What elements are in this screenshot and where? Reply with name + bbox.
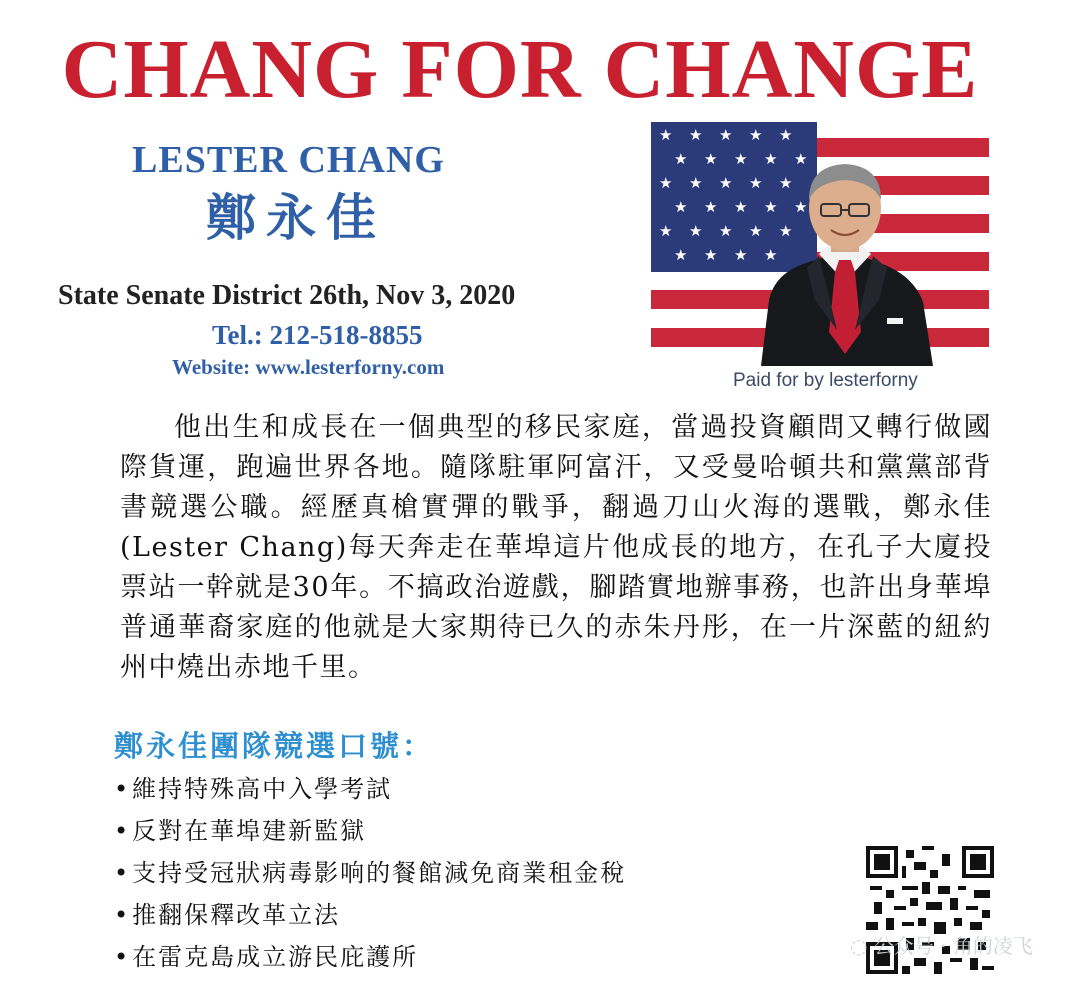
svg-text:★: ★	[779, 174, 793, 192]
list-item	[114, 936, 626, 978]
svg-text:★: ★	[749, 222, 763, 240]
campaign-headline: CHANG FOR CHANGE	[61, 23, 979, 116]
candidate-photo	[651, 122, 989, 366]
svg-text:★: ★	[794, 150, 808, 168]
bullet-icon: •	[114, 901, 131, 929]
phone-number: Tel.: 212-518-8855	[212, 320, 423, 350]
svg-text:★: ★	[779, 126, 793, 144]
svg-text:★: ★	[734, 246, 748, 264]
svg-text:★: ★	[719, 174, 733, 192]
svg-text:★: ★	[719, 222, 733, 240]
svg-text:★: ★	[704, 198, 718, 216]
bullet-icon: •	[114, 817, 131, 845]
slogan-text: 維持特殊高中入學考試	[132, 775, 393, 803]
candidate-name-chinese: 鄭永佳	[206, 188, 386, 247]
bullet-icon: •	[114, 859, 131, 887]
slogans-title: 鄭永佳團隊競選口號：	[114, 729, 435, 763]
flag-portrait-illustration	[651, 122, 989, 366]
svg-text:★: ★	[734, 198, 748, 216]
svg-text:★: ★	[659, 174, 673, 192]
svg-text:★: ★	[674, 246, 688, 264]
candidate-name-english: LESTER CHANG	[132, 139, 445, 181]
wechat-icon: ◌	[850, 934, 868, 958]
svg-text:★: ★	[719, 126, 733, 144]
slogan-text: 支持受冠狀病毒影响的餐館減免商業租金稅	[132, 859, 627, 887]
slogan-text: 在雷克島成立游民庇護所	[132, 943, 419, 971]
bullet-icon: •	[114, 775, 131, 803]
svg-text:★: ★	[734, 150, 748, 168]
list-item	[114, 768, 626, 810]
svg-text:★: ★	[794, 198, 808, 216]
svg-text:★: ★	[749, 174, 763, 192]
svg-text:★: ★	[764, 198, 778, 216]
list-item	[114, 810, 626, 852]
watermark	[850, 930, 1033, 959]
svg-text:★: ★	[749, 126, 763, 144]
svg-text:★: ★	[674, 150, 688, 168]
website-link[interactable]: Website: www.lesterforny.com	[172, 355, 445, 379]
svg-text:★: ★	[689, 174, 703, 192]
svg-text:★: ★	[659, 126, 673, 144]
bullet-icon: •	[114, 943, 131, 971]
svg-text:★: ★	[704, 246, 718, 264]
candidate-biography: 他出生和成長在一個典型的移民家庭，當過投資顧問又轉行做國際貨運，跑遍世界各地。隨隊駐軍阿富汗，又受曼哈頓共和黨黨部背書競選公職。經歷真槍實彈的戰爭，翻過刀山火海的選戰，鄭永佳 (Lester Chang)每天奔走在華埠這片他成長的地方，在孔子大廈投票站一幹就是30年。不搞政治遊戲，腳踏實地辦事務，也許出身華埠普通華裔家庭的他就是大家期待已久的赤朱丹彤，在一片深藍的紐約州中燒出赤地千里。	[120, 412, 992, 683]
svg-text:★: ★	[674, 198, 688, 216]
svg-text:★: ★	[689, 126, 703, 144]
election-district: State Senate District 26th, Nov 3, 2020	[58, 280, 516, 311]
paid-for-caption: Paid for by lesterforny	[733, 370, 918, 391]
list-item	[114, 894, 626, 936]
svg-text:★: ★	[764, 246, 778, 264]
svg-text:★: ★	[779, 222, 793, 240]
slogan-list	[114, 768, 626, 978]
svg-text:★: ★	[764, 150, 778, 168]
watermark-text: 公众号 · 角的凌飞	[873, 934, 1033, 958]
svg-text:★: ★	[659, 222, 673, 240]
list-item	[114, 852, 626, 894]
slogan-text: 反對在華埠建新監獄	[132, 817, 367, 845]
svg-text:★: ★	[689, 222, 703, 240]
slogan-text: 推翻保釋改革立法	[132, 901, 341, 929]
svg-text:★: ★	[704, 150, 718, 168]
